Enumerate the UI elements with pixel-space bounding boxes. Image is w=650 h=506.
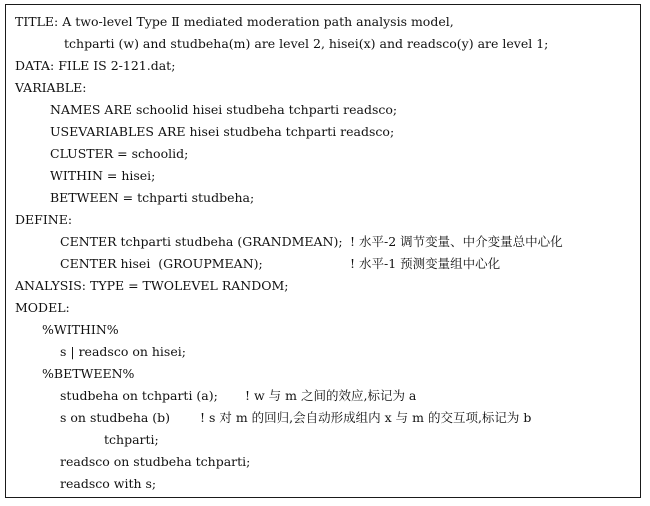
within-section-line: %WITHIN%	[42, 322, 119, 337]
data-line: DATA: FILE IS 2-121.dat;	[15, 58, 176, 73]
analysis-line: ANALYSIS: TYPE = TWOLEVEL RANDOM;	[15, 278, 289, 293]
model-line: MODEL:	[15, 300, 70, 315]
title-line-2: tchparti (w) and studbeha(m) are level 2, hisei(x) and readsco(y) are level 1;	[64, 36, 549, 51]
s-on-comment: ! s 对 m 的回归,会自动形成组内 x 与 m 的交互项,标记为 b	[200, 410, 532, 425]
random-slope-line: s | readsco on hisei;	[60, 344, 186, 359]
title-line-1: TITLE: A two-level Type Ⅱ mediated moderation path analysis model,	[15, 14, 454, 29]
studbeha-on-comment: ! w 与 m 之间的效应,标记为 a	[245, 388, 417, 403]
center-groupmean-comment: ! 水平-1 预测变量组中心化	[350, 256, 501, 271]
within-var-line: WITHIN = hisei;	[50, 168, 156, 183]
tchparti-continuation-line: tchparti;	[104, 432, 159, 447]
s-on-line: s on studbeha (b)	[60, 410, 171, 425]
variable-line: VARIABLE:	[15, 80, 87, 95]
between-var-line: BETWEEN = tchparti studbeha;	[50, 190, 255, 205]
between-section-line: %BETWEEN%	[42, 366, 135, 381]
usevariables-line: USEVARIABLES ARE hisei studbeha tchparti readsco;	[50, 124, 395, 139]
readsco-on-line: readsco on studbeha tchparti;	[60, 454, 251, 469]
studbeha-on-line: studbeha on tchparti (a);	[60, 388, 218, 403]
names-line: NAMES ARE schoolid hisei studbeha tchparti readsco;	[50, 102, 398, 117]
readsco-with-line: readsco with s;	[60, 476, 157, 491]
center-groupmean-line: CENTER hisei (GROUPMEAN);	[60, 256, 263, 271]
define-line: DEFINE:	[15, 212, 73, 227]
center-grandmean-line: CENTER tchparti studbeha (GRANDMEAN);	[60, 234, 343, 249]
center-grandmean-comment: ! 水平-2 调节变量、中介变量总中心化	[350, 234, 563, 249]
cluster-line: CLUSTER = schoolid;	[50, 146, 189, 161]
